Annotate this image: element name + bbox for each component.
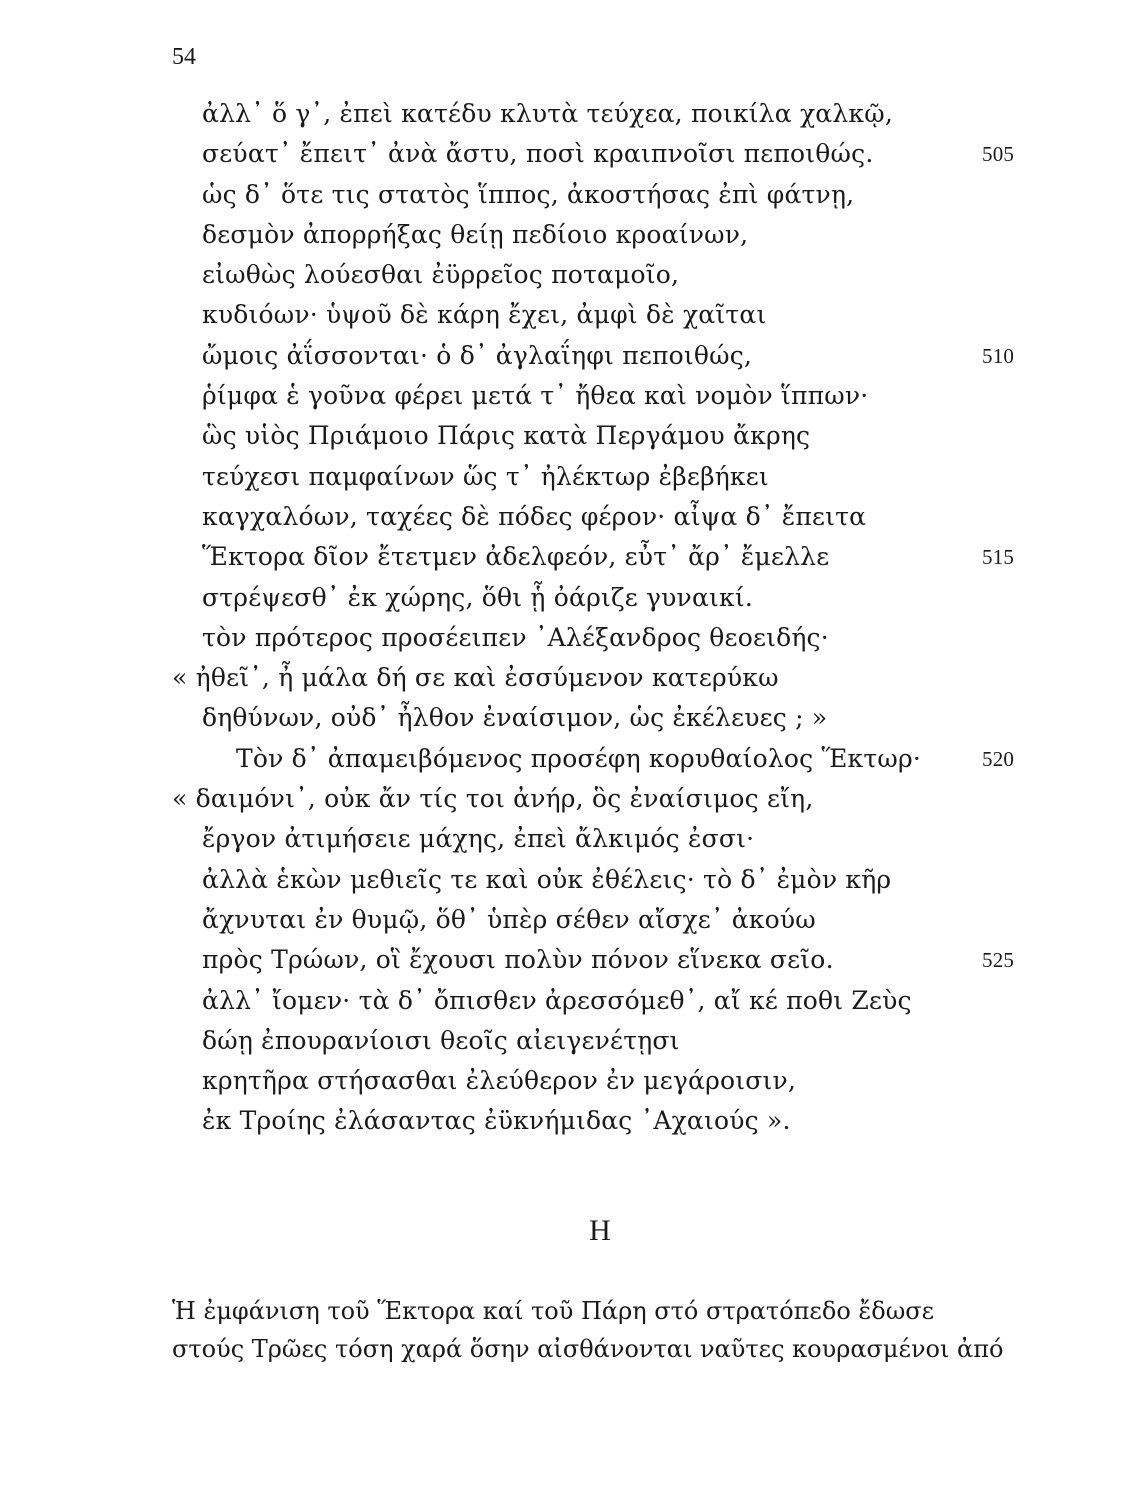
verse-text: καγχαλόων, ταχέες δὲ πόδες φέρον· αἶψα δ᾽ ἔπειτα bbox=[202, 501, 867, 531]
verse-text: ἐκ Τροίης ἐλάσαντας ἐϋκνήμιδας ᾽Αχαιούς ». bbox=[202, 1106, 791, 1136]
verse-text: πρὸς Τρώων, οἳ ἔχουσι πολὺν πόνον εἵνεκα σεῖο. bbox=[202, 945, 834, 975]
verse-line bbox=[0, 457, 1142, 497]
summary-line: Ἡ ἐμφάνιση τοῦ Ἕκτορα καί τοῦ Πάρη στό στρατόπεδο ἔδωσε bbox=[172, 1297, 935, 1325]
verse-line bbox=[0, 819, 1142, 859]
verse-line bbox=[0, 416, 1142, 456]
page-number: 54 bbox=[172, 44, 196, 70]
verse-line bbox=[0, 255, 1142, 295]
verse-block bbox=[0, 94, 1142, 1142]
verse-text: ἀλλ᾽ ἴομεν· τὰ δ᾽ ὄπισθεν ἀρεσσόμεθ᾽, αἴ κέ ποθι Ζεὺς bbox=[202, 985, 912, 1015]
verse-line bbox=[0, 175, 1142, 215]
verse-text: ἀλλὰ ἑκὼν μεθιεῖς τε καὶ οὐκ ἐθέλεις· τὸ δ᾽ ἐμὸν κῆρ bbox=[202, 864, 892, 894]
verse-line bbox=[0, 860, 1142, 900]
verse-text: κρητῆρα στήσασθαι ἐλεύθερον ἐν μεγάροισιν, bbox=[202, 1066, 797, 1096]
verse-text: κυδιόων· ὑψοῦ δὲ κάρη ἔχει, ἀμφὶ δὲ χαῖται bbox=[202, 300, 767, 330]
verse-line bbox=[0, 497, 1142, 537]
line-number: 505 bbox=[982, 142, 1015, 167]
verse-line bbox=[0, 900, 1142, 940]
verse-line bbox=[0, 537, 1142, 577]
verse-text: « ἠθεῖ᾽, ἦ μάλα δή σε καὶ ἐσσύμενον κατερύκω bbox=[172, 663, 779, 693]
line-number: 520 bbox=[982, 746, 1015, 771]
verse-line bbox=[0, 336, 1142, 376]
verse-text: ἀλλ᾽ ὅ γ᾽, ἐπεὶ κατέδυ κλυτὰ τεύχεα, ποικίλα χαλκῷ, bbox=[202, 99, 893, 128]
verse-text: Τὸν δ᾽ ἀπαμειβόμενος προσέφη κορυθαίολος Ἕκτωρ· bbox=[236, 743, 922, 773]
verse-line bbox=[0, 940, 1142, 980]
verse-text: ῥίμφα ἑ γοῦνα φέρει μετά τ᾽ ἤθεα καὶ νομὸν ἵππων· bbox=[202, 381, 869, 411]
verse-line bbox=[0, 578, 1142, 618]
verse-text: τεύχεσι παμφαίνων ὥς τ᾽ ἠλέκτωρ ἐβεβήκει bbox=[202, 461, 769, 491]
verse-line bbox=[0, 134, 1142, 174]
verse-text: δηθύνων, οὐδ᾽ ἦλθον ἐναίσιμον, ὡς ἐκέλευες ; » bbox=[202, 703, 828, 733]
verse-text: ὤμοις ἀΐσσονται· ὁ δ᾽ ἀγλαΐηφι πεποιθώς, bbox=[202, 340, 753, 370]
verse-text: σεύατ᾽ ἔπειτ᾽ ἀνὰ ἄστυ, ποσὶ κραιπνοῖσι πεποιθώς. bbox=[202, 139, 874, 169]
verse-line bbox=[0, 1101, 1142, 1141]
verse-text: δεσμὸν ἀπορρήξας θείῃ πεδίοιο κροαίνων, bbox=[202, 219, 749, 249]
verse-text: ἄχνυται ἐν θυμῷ, ὅθ᾽ ὑπὲρ σέθεν αἴσχε᾽ ἀκούω bbox=[202, 904, 816, 934]
book-heading: Η bbox=[589, 1214, 611, 1247]
verse-line bbox=[0, 94, 1142, 134]
line-number: 510 bbox=[982, 343, 1015, 368]
verse-line bbox=[0, 698, 1142, 738]
verse-text: εἰωθὼς λούεσθαι ἐϋρρεῖος ποταμοῖο, bbox=[202, 260, 680, 290]
summary-line: στούς Τρῶες τόση χαρά ὅσην αἰσθάνονται ναῦτες κουρασμένοι ἀπό bbox=[172, 1335, 1004, 1363]
verse-text: Ἕκτορα δῖον ἔτετμεν ἀδελφεόν, εὖτ᾽ ἄρ᾽ ἔμελλε bbox=[202, 542, 830, 572]
verse-line bbox=[0, 376, 1142, 416]
verse-line bbox=[0, 295, 1142, 335]
verse-text: στρέψεσθ᾽ ἐκ χώρης, ὅθι ᾗ ὀάριζε γυναικί. bbox=[202, 582, 754, 612]
verse-line bbox=[0, 739, 1142, 779]
line-number: 515 bbox=[982, 545, 1015, 570]
verse-text: ὣς υἱὸς Πριάμοιο Πάρις κατὰ Περγάμου ἄκρης bbox=[202, 421, 811, 451]
prose-summary bbox=[172, 1292, 1022, 1368]
verse-line bbox=[0, 215, 1142, 255]
verse-line bbox=[0, 1021, 1142, 1061]
verse-line bbox=[0, 618, 1142, 658]
verse-text: « δαιμόνι᾽, οὐκ ἄν τίς τοι ἀνήρ, ὃς ἐναίσιμος εἴη, bbox=[172, 784, 814, 814]
verse-line bbox=[0, 779, 1142, 819]
verse-text: τὸν πρότερος προσέειπεν ᾽Αλέξανδρος θεοειδής· bbox=[202, 622, 829, 652]
verse-line bbox=[0, 981, 1142, 1021]
verse-line bbox=[0, 658, 1142, 698]
verse-text: ἔργον ἀτιμήσειε μάχης, ἐπεὶ ἄλκιμός ἐσσι· bbox=[202, 824, 755, 854]
line-number: 525 bbox=[982, 948, 1015, 973]
verse-line bbox=[0, 1061, 1142, 1101]
verse-text: δώῃ ἐπουρανίοισι θεοῖς αἰειγενέτῃσι bbox=[202, 1025, 680, 1055]
verse-text: ὡς δ᾽ ὅτε τις στατὸς ἵππος, ἀκοστήσας ἐπὶ φάτνῃ, bbox=[202, 179, 855, 209]
